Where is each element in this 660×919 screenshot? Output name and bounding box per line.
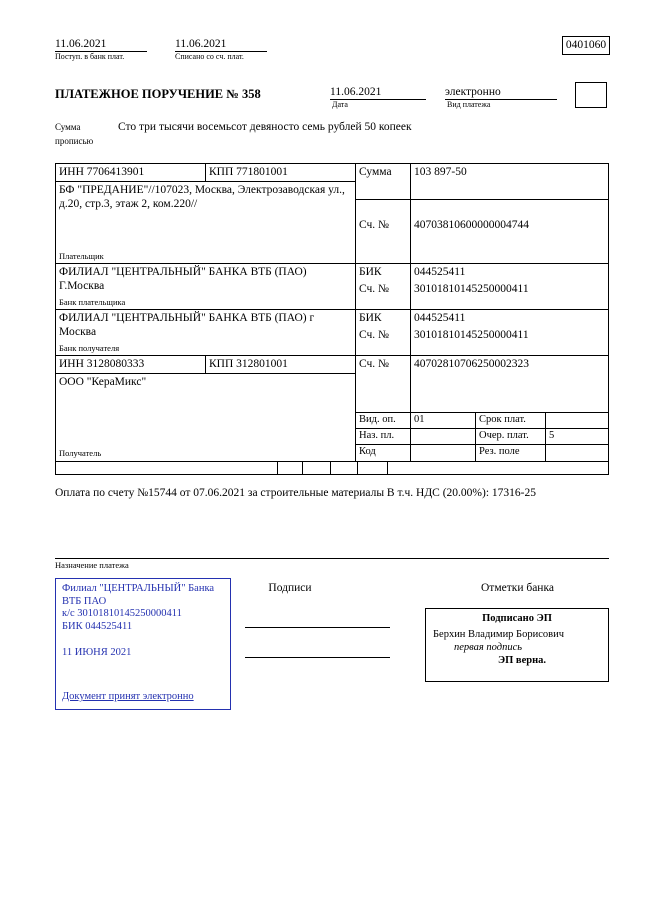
esign-box bbox=[425, 608, 609, 682]
payment-kind-field bbox=[445, 85, 557, 111]
payee-account-label: Сч. № bbox=[356, 356, 411, 412]
doc-date-value: 11.06.2021 bbox=[330, 85, 426, 100]
reserve-field-value bbox=[546, 445, 608, 461]
stamp-bik: БИК 044525411 bbox=[62, 620, 133, 632]
op-kind-label: Вид. оп. bbox=[356, 413, 411, 428]
received-date-label: Поступ. в банк плат. bbox=[55, 52, 125, 62]
strip-cell bbox=[388, 462, 608, 474]
form-code-box: 0401060 bbox=[562, 36, 610, 55]
payee-bank-account-value: 30101810145250000411 bbox=[414, 329, 529, 341]
bank-stamp-box bbox=[55, 578, 231, 710]
table-right-column bbox=[356, 164, 608, 461]
signature-line-2 bbox=[245, 646, 390, 658]
purpose-text: Оплата по счету №15744 от 07.06.2021 за строительные материалы В т.ч. НДС (20.00%): 17316-25 bbox=[55, 487, 536, 499]
payer-bank-name: ФИЛИАЛ "ЦЕНТРАЛЬНЫЙ" БАНКА ВТБ (ПАО) Г.Москва bbox=[59, 266, 307, 293]
reserve-field-label: Рез. поле bbox=[476, 445, 546, 461]
payer-kpp: КПП 771801001 bbox=[209, 166, 288, 178]
reserve-box bbox=[575, 82, 607, 108]
payee-bank-bik-value: 044525411 bbox=[414, 312, 466, 324]
stamp-bank-name: Филиал "ЦЕНТРАЛЬНЫЙ" Банка ВТБ ПАО bbox=[62, 583, 215, 607]
payer-bank-bik-value: 044525411 bbox=[414, 266, 466, 278]
bank-marks-label: Отметки банка bbox=[481, 582, 554, 594]
purpose-code-label: Наз. пл. bbox=[356, 429, 411, 444]
payee-bank-account-row bbox=[356, 327, 608, 356]
payee-bank-bik-row bbox=[356, 310, 608, 327]
payee-bank-name: ФИЛИАЛ "ЦЕНТРАЛЬНЫЙ" БАНКА ВТБ (ПАО) г Москва bbox=[59, 312, 315, 339]
payer-bank-account-row bbox=[356, 281, 608, 310]
purpose-rule bbox=[55, 558, 609, 570]
payee-kpp: КПП 312801001 bbox=[209, 358, 288, 370]
strip-cell bbox=[358, 462, 388, 474]
op-kind-value: 01 bbox=[411, 413, 476, 428]
pay-term-value bbox=[546, 413, 608, 428]
strip-cell bbox=[303, 462, 331, 474]
payee-account-row bbox=[356, 356, 608, 413]
amount-row bbox=[356, 164, 608, 200]
debited-date-label: Списано со сч. плат. bbox=[175, 52, 244, 62]
payee-inn-kpp-row bbox=[56, 356, 355, 374]
received-date-value: 11.06.2021 bbox=[55, 37, 147, 52]
payee-bank-account-label: Сч. № bbox=[356, 327, 411, 355]
bottom-strip-row bbox=[56, 461, 608, 474]
esign-status: ЭП верна. bbox=[498, 655, 547, 667]
payer-section-label: Плательщик bbox=[56, 250, 355, 264]
strip-cell bbox=[278, 462, 303, 474]
debited-date-field bbox=[175, 37, 267, 63]
doc-date-label: Дата bbox=[332, 100, 348, 110]
payee-inn: ИНН 3128080333 bbox=[56, 356, 206, 373]
payer-bank-section-label: Банк плательщика bbox=[56, 296, 355, 310]
priority-row bbox=[356, 429, 608, 445]
payee-name: ООО "КераМикс" bbox=[59, 376, 147, 388]
signature-line-1 bbox=[245, 616, 390, 628]
priority-value: 5 bbox=[549, 430, 555, 441]
amount-in-words-row bbox=[55, 120, 609, 149]
amount-in-words-value: Сто три тысячи восемьсот девяносто семь рублей 50 копеек bbox=[118, 121, 412, 133]
payee-bank-section-label: Банк получателя bbox=[56, 342, 355, 356]
purpose-label: Назначение платежа bbox=[55, 560, 129, 570]
debited-date-value: 11.06.2021 bbox=[175, 37, 267, 52]
signatures-label: Подписи bbox=[268, 582, 312, 594]
stamp-date: 11 ИЮНЯ 2021 bbox=[62, 647, 132, 659]
table-left-column bbox=[56, 164, 356, 461]
strip-cell bbox=[331, 462, 358, 474]
payment-kind-value: электронно bbox=[445, 85, 557, 100]
payment-kind-label: Вид платежа bbox=[447, 100, 491, 110]
payer-bank-bik-row bbox=[356, 264, 608, 281]
esign-role: первая подпись bbox=[454, 642, 523, 654]
doc-title: ПЛАТЕЖНОЕ ПОРУЧЕНИЕ № 358 bbox=[55, 87, 261, 101]
payer-inn-kpp-row bbox=[56, 164, 355, 182]
payer-account-label: Сч. № bbox=[356, 200, 411, 263]
payee-account-value: 40702810706250002323 bbox=[414, 358, 529, 370]
amount-label: Сумма bbox=[356, 164, 411, 199]
amount-in-words-label-line2: прописью bbox=[55, 136, 94, 147]
payer-account-value: 40703810600000004744 bbox=[414, 219, 529, 231]
purpose-code-value bbox=[411, 429, 476, 444]
stamp-note: Документ принят электронно bbox=[62, 691, 194, 703]
stamp-corr-account: к/с 30101810145250000411 bbox=[62, 608, 182, 620]
esign-signer: Берхин Владимир Борисович bbox=[433, 629, 564, 641]
payer-details: БФ "ПРЕДАНИЕ"//107023, Москва, Электрозаводская ул., д.20, стр.3, этаж 2, ком.220// bbox=[59, 184, 345, 211]
code-row bbox=[356, 445, 608, 461]
payment-order-table bbox=[55, 163, 609, 475]
payer-inn: ИНН 7706413901 bbox=[56, 164, 206, 181]
amount-in-words-label bbox=[55, 120, 118, 149]
strip-cell bbox=[56, 462, 278, 474]
payee-section-label: Получатель bbox=[59, 448, 102, 458]
payer-bank-account-value: 30101810145250000411 bbox=[414, 283, 529, 295]
amount-value: 103 897-50 bbox=[414, 166, 467, 178]
received-date-field bbox=[55, 37, 147, 63]
payee-bank-bik-label: БИК bbox=[356, 310, 411, 327]
doc-date-field bbox=[330, 85, 426, 111]
esign-title: Подписано ЭП bbox=[482, 613, 552, 624]
payer-bank-bik-label: БИК bbox=[356, 264, 411, 281]
pay-term-label: Срок плат. bbox=[476, 413, 546, 428]
priority-label: Очер. плат. bbox=[476, 429, 546, 444]
op-kind-row bbox=[356, 413, 608, 429]
code-value bbox=[411, 445, 476, 461]
payer-account-row bbox=[356, 200, 608, 264]
payer-bank-account-label: Сч. № bbox=[356, 281, 411, 309]
amount-in-words-label-line1: Сумма bbox=[55, 122, 81, 132]
code-label: Код bbox=[356, 445, 411, 461]
